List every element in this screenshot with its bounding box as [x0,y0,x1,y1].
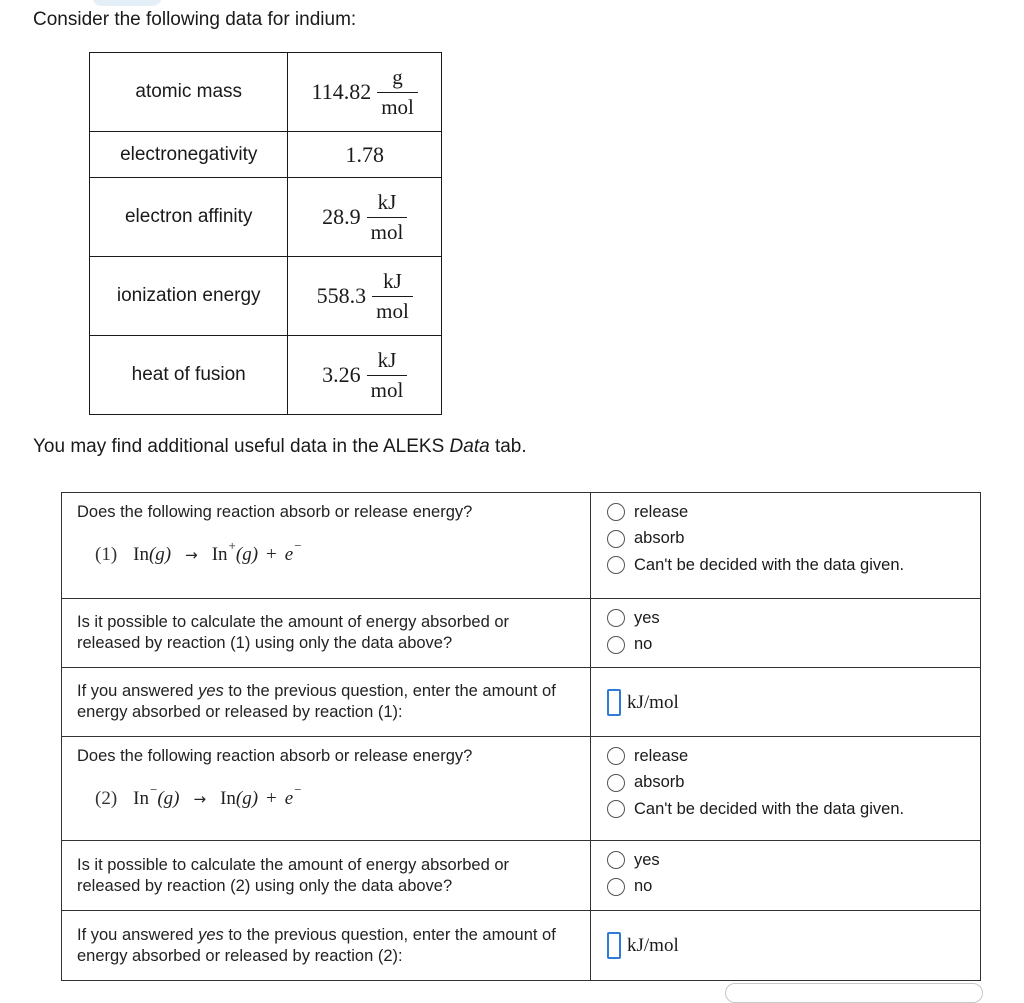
unit-numerator: kJ [377,347,397,372]
property-label: ionization energy [90,257,288,336]
property-value: 558.3 [316,283,367,308]
energy-input-1[interactable] [607,689,621,716]
radio-button[interactable] [607,851,625,869]
property-value-cell [288,257,442,336]
electron [284,782,302,810]
table-row [90,257,442,336]
table-row [90,132,442,178]
reaction-index: (1) [95,544,118,565]
option-label: Can't be decided with the data given. [634,799,905,818]
property-value-cell [288,53,442,132]
radio-button[interactable] [607,556,625,574]
option-label: yes [634,850,660,869]
question-prompt: Is it possible to calculate the amount of energy absorbed or released by reaction (1) using only the data above? [77,613,510,652]
electron [284,538,302,566]
charge: − [294,538,302,553]
property-value-cell [288,132,442,178]
aleks-data-note [33,436,527,458]
product [211,538,259,566]
property-label: electron affinity [90,178,288,257]
answer-possible-1 [590,598,980,667]
reaction-equation-2 [95,782,575,810]
unit-label: kJ/mol [627,691,679,713]
option-no[interactable] [607,628,964,663]
table-row [90,336,442,415]
question-amount-1 [62,667,590,736]
radio-button[interactable] [607,800,625,818]
question-prompt [77,925,575,967]
reaction-index: (2) [95,788,118,809]
energy-input-2[interactable] [607,932,621,959]
charge: + [228,538,236,553]
question-amount-2 [62,910,590,980]
option-no[interactable] [607,870,964,905]
data-tab-reference: Data [449,436,490,457]
prompt-text: to the previous question, enter the amount of energy absorbed or released by reaction (1): [77,682,556,721]
option-label: no [634,877,653,896]
property-value: 28.9 [322,204,361,229]
species: In [133,788,149,809]
unit-fraction [372,268,413,323]
property-value-cell [288,178,442,257]
radio-button[interactable] [607,774,625,792]
answer-amount-2 [590,910,980,980]
unit-numerator: kJ [377,189,397,214]
question-possible-2 [62,840,590,910]
question-prompt: Does the following reaction absorb or release energy? [77,503,473,521]
prompt-text: If you answered [77,925,199,944]
option-label: yes [634,608,660,627]
question-prompt: Is it possible to calculate the amount of energy absorbed or released by reaction (2) using only the data above? [77,855,510,895]
reactant [133,782,180,810]
radio-button[interactable] [607,503,625,521]
question-prompt [77,681,575,723]
option-label: no [634,635,653,654]
reaction-equation-1 [95,538,575,566]
unit-numerator: kJ [383,268,402,293]
answer-possible-2 [590,840,980,910]
prompt-text: to the previous question, enter the amount of energy absorbed or released by reaction (2): [77,925,556,965]
state: (g) [148,544,172,565]
unit-denominator: mol [367,217,408,243]
prompt-text: If you answered [77,682,199,700]
radio-button[interactable] [607,530,625,548]
note-text: tab. [489,436,527,457]
charge: − [294,782,302,797]
question-reaction-1 [62,493,590,598]
indium-data-table [89,52,442,415]
state: (g) [235,788,259,809]
electron-symbol: e [284,788,294,809]
property-value: 1.78 [345,141,384,167]
unit-denominator: mol [377,92,418,118]
radio-button[interactable] [607,609,625,627]
unit-fraction [367,347,408,402]
unit-denominator: mol [367,375,408,401]
unit-label: kJ/mol [627,935,679,956]
bottom-button-edge[interactable] [725,983,983,1003]
prompt-emphasis: yes [198,925,224,944]
unit-fraction [377,64,418,119]
product [220,788,258,809]
question-possible-1 [62,598,590,667]
question-grid [61,492,981,981]
option-cant-decide[interactable] [607,548,964,583]
property-label: electronegativity [90,132,288,178]
property-value: 3.26 [322,362,361,387]
radio-button[interactable] [607,747,625,765]
property-value: 114.82 [311,79,372,104]
answer-reaction-2 [590,736,980,840]
unit-numerator: g [392,64,403,89]
plus-sign: + [266,544,277,565]
property-label: atomic mass [90,53,288,132]
property-label: heat of fusion [90,336,288,415]
charge: − [149,782,158,797]
option-cant-decide[interactable] [607,792,964,827]
top-tab-edge [92,0,162,6]
reaction-arrow: → [193,790,207,808]
reactant [133,544,171,565]
radio-button[interactable] [607,878,625,896]
option-label: Can't be decided with the data given. [634,555,905,574]
table-row [90,178,442,257]
option-label: absorb [634,773,685,792]
answer-amount-1 [590,667,980,736]
table-row [90,53,442,132]
species: In [220,788,236,809]
species: In [133,544,149,565]
property-value-cell [288,336,442,415]
state: (g) [157,788,180,809]
question-prompt: Does the following reaction absorb or release energy? [77,747,473,765]
unit-denominator: mol [372,296,413,322]
radio-button[interactable] [607,636,625,654]
unit-fraction [367,189,408,244]
question-reaction-2 [62,736,590,840]
answer-reaction-1 [590,493,980,598]
option-label: release [634,502,689,521]
intro-text: Consider the following data for indium: [33,9,357,30]
state: (g) [235,544,259,565]
plus-sign: + [266,788,277,809]
note-text: You may find additional useful data in the ALEKS [33,436,450,457]
species: In [211,544,228,565]
electron-symbol: e [284,544,294,565]
prompt-emphasis: yes [198,682,224,700]
reaction-arrow: → [185,546,198,564]
option-label: release [634,746,689,765]
option-label: absorb [634,529,685,548]
